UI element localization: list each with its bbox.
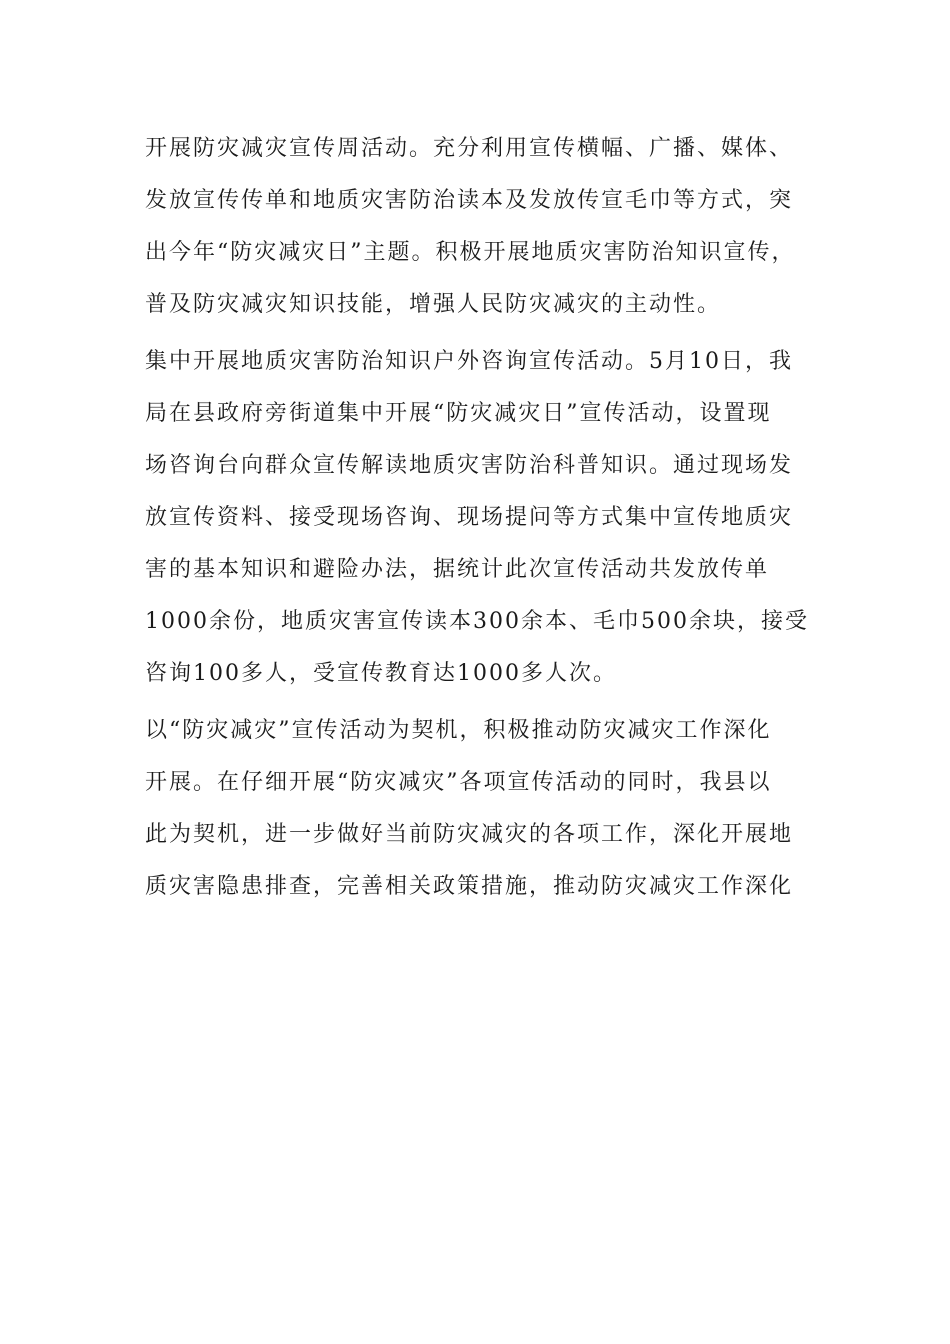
document-body: [145, 134, 825, 924]
text-line: 质灾害隐患排查，完善相关政策措施，推动防灾减灾工作深化: [145, 874, 794, 899]
text-line: 放宣传资料、接受现场咨询、现场提问等方式集中宣传地质灾: [145, 505, 794, 530]
text-line: 害的基本知识和避险办法，据统计此次宣传活动共发放传单: [145, 557, 770, 582]
text-line: 以“防灾减灾”宣传活动为契机，积极推动防灾减灾工作深化: [145, 718, 772, 743]
text-line: 集中开展地质灾害防治知识户外咨询宣传活动。5月10日，我: [145, 349, 793, 374]
paragraph-outdoor-consultation: [145, 347, 825, 716]
text-line: 普及防灾减灾知识技能，增强人民防灾减灾的主动性。: [145, 292, 722, 317]
text-line: 开展防灾减灾宣传周活动。充分利用宣传横幅、广播、媒体、: [145, 136, 794, 161]
text-line: 场咨询台向群众宣传解读地质灾害防治科普知识。通过现场发: [145, 453, 794, 478]
text-line: 咨询100多人，受宣传教育达1000多人次。: [145, 661, 617, 686]
text-line: 此为契机，进一步做好当前防灾减灾的各项工作，深化开展地: [145, 822, 794, 847]
paragraph-deepen-work: [145, 716, 825, 924]
text-line: 出今年“防灾减灾日”主题。积极开展地质灾害防治知识宣传，: [145, 240, 796, 265]
text-line: 局在县政府旁街道集中开展“防灾减灾日”宣传活动，设置现: [145, 401, 772, 426]
text-line: 1000余份，地质灾害宣传读本300余本、毛巾500余块，接受: [145, 609, 809, 634]
paragraph-publicity-week: [145, 134, 825, 347]
text-line: 开展。在仔细开展“防灾减灾”各项宣传活动的同时，我县以: [145, 770, 772, 795]
text-line: 发放宣传传单和地质灾害防治读本及发放传宣毛巾等方式，突: [145, 188, 794, 213]
